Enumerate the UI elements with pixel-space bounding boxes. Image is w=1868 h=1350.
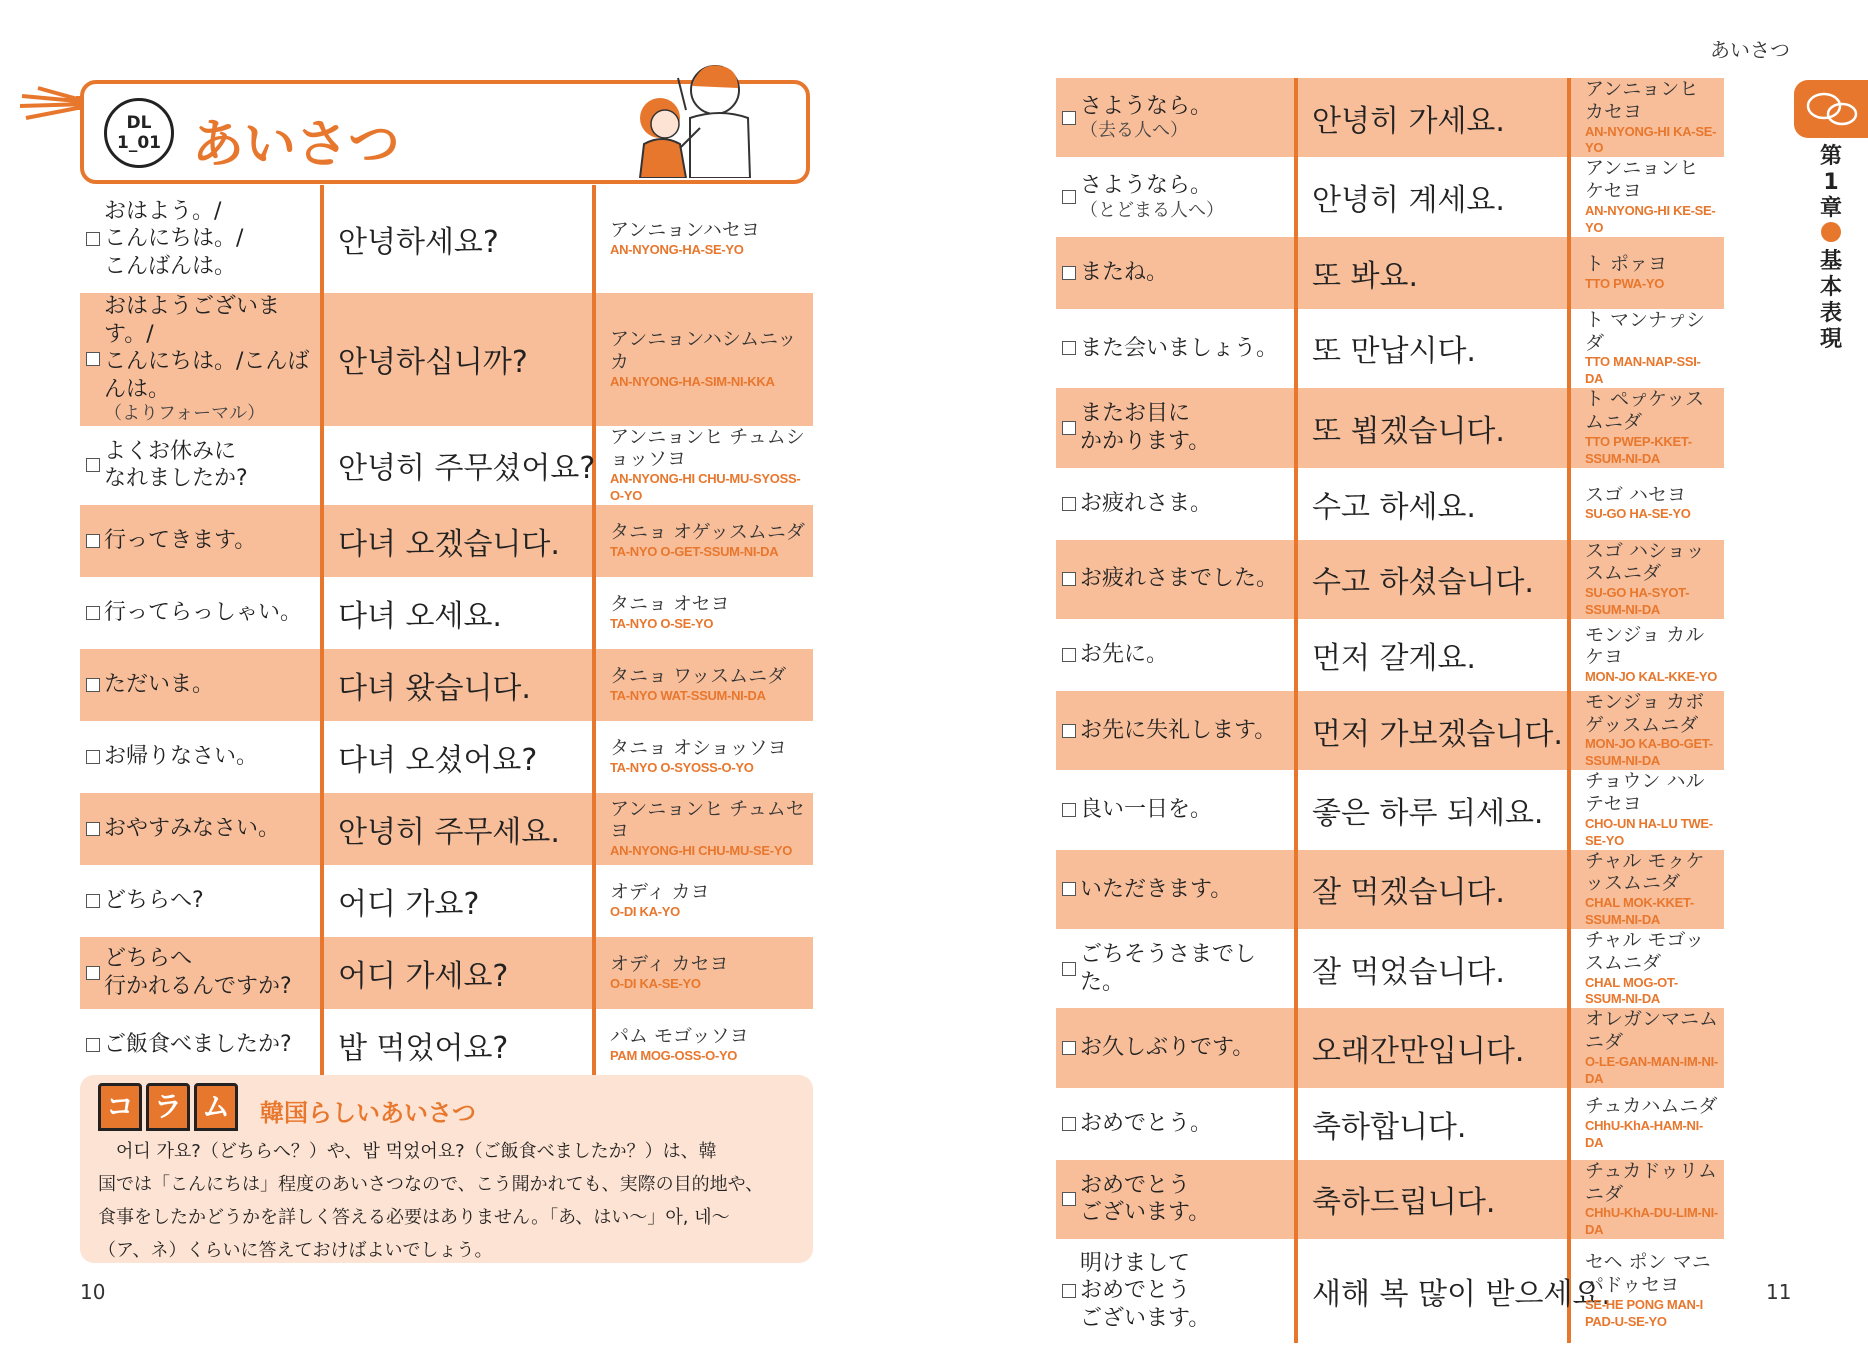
japanese-phrase-line: こんにちは。/	[104, 226, 244, 252]
japanese-phrase-line: おはよう。/	[104, 198, 222, 224]
checkbox[interactable]	[86, 822, 100, 836]
checkbox[interactable]	[1062, 190, 1076, 204]
table-row	[80, 793, 813, 865]
korean-phrase-cell: 다녀 오세요.	[322, 577, 594, 649]
checkbox[interactable]	[1062, 111, 1076, 125]
japanese-phrase-cell	[1056, 929, 1296, 1008]
checkbox[interactable]	[86, 352, 100, 366]
column-box	[80, 1075, 813, 1263]
japanese-phrase-cell	[1056, 237, 1296, 309]
table-row	[80, 505, 813, 577]
katakana-reading: モンジョ カボゲッスムニダ	[1585, 690, 1705, 736]
korean-phrase-cell: 새해 복 많이 받으세요.	[1296, 1239, 1569, 1343]
romanized-reading: MON-JO KA-BO-GET-SSUM-NI-DA	[1585, 736, 1713, 769]
japanese-phrase-line: おめでとう。	[1080, 1111, 1213, 1136]
table-row	[1056, 1088, 1724, 1160]
katakana-reading: チュカドゥリムニダ	[1585, 1159, 1717, 1205]
romanized-reading: SE-HE PONG MAN-I PAD-U-SE-YO	[1585, 1297, 1703, 1329]
checkbox[interactable]	[86, 678, 100, 692]
checkbox[interactable]	[86, 894, 100, 908]
japanese-phrase-line: おはようございます。/	[104, 294, 281, 347]
table-row	[80, 721, 813, 793]
checkbox[interactable]	[1062, 724, 1076, 738]
japanese-phrase-note: （去る人へ）	[1080, 120, 1188, 142]
reading-cell	[1569, 1088, 1724, 1160]
japanese-phrase-cell	[80, 577, 322, 649]
romanized-reading: CHAL MOG-OT-SSUM-NI-DA	[1585, 974, 1678, 1007]
korean-phrase-cell: 또 만납시다.	[1296, 309, 1569, 388]
reading-cell	[1569, 929, 1724, 1008]
romanized-reading: CHhU-KhA-DU-LIM-NI-DA	[1585, 1205, 1718, 1238]
greeting-people-illustration	[620, 58, 770, 178]
reading-cell	[594, 865, 813, 937]
korean-phrase-cell: 안녕히 주무셨어요?	[322, 426, 594, 505]
table-row	[1056, 468, 1724, 540]
korean-phrase-cell: 오래간만입니다.	[1296, 1008, 1569, 1087]
japanese-phrase-line: 明けまして	[1080, 1250, 1191, 1276]
speech-bubbles-icon	[1794, 80, 1868, 138]
japanese-phrase-cell	[80, 426, 322, 505]
running-head: あいさつ	[1710, 38, 1790, 62]
checkbox[interactable]	[86, 232, 100, 246]
katakana-reading: タニョ オショッソヨ	[610, 737, 787, 760]
japanese-phrase-line: お疲れさまでした。	[1080, 566, 1279, 592]
romanized-reading: TTO PWEP-KKET-SSUM-NI-DA	[1585, 433, 1692, 466]
romanized-reading: CHAL MOK-KKET-SSUM-NI-DA	[1585, 895, 1694, 928]
table-row	[1056, 1008, 1724, 1087]
japanese-phrase-line: 良い一日を。	[1080, 797, 1213, 823]
chapter-char: 現	[1819, 327, 1842, 352]
romanized-reading: MON-JO KAL-KKE-YO	[1585, 669, 1718, 685]
romanized-reading: TA-NYO WAT-SSUM-NI-DA	[610, 687, 766, 703]
table-row	[1056, 78, 1724, 157]
japanese-phrase-cell	[80, 505, 322, 577]
korean-phrase-cell: 밥 먹었어요?	[322, 1009, 594, 1081]
japanese-phrase-cell	[1056, 1008, 1296, 1087]
table-row	[80, 293, 813, 426]
japanese-phrase-line: またお目に	[1080, 401, 1191, 427]
katakana-reading: オレガンマニムニダ	[1585, 1008, 1719, 1054]
japanese-phrase-note: （よりフォーマル）	[104, 403, 266, 424]
japanese-phrase-line: おめでとう	[1080, 1278, 1191, 1304]
checkbox[interactable]	[86, 606, 100, 620]
korean-phrase-cell: 잘 먹겠습니다.	[1296, 850, 1569, 929]
page-number: 11	[1766, 1280, 1792, 1304]
checkbox[interactable]	[1062, 648, 1076, 662]
katakana-reading: アンニョンハシムニッカ	[610, 328, 797, 373]
korean-phrase-cell: 다녀 왔습니다.	[322, 649, 594, 721]
japanese-phrase-cell	[80, 865, 322, 937]
japanese-phrase-line: また会いましょう。	[1080, 335, 1279, 361]
japanese-phrase-line: どちらへ?	[104, 888, 204, 914]
korean-phrase-cell: 잘 먹었습니다.	[1296, 929, 1569, 1008]
table-row	[80, 426, 813, 505]
chapter-char: 本	[1819, 275, 1842, 300]
table-row	[1056, 309, 1724, 388]
katakana-reading: アンニョンヒ カセヨ	[1585, 78, 1699, 123]
japanese-phrase-cell	[1056, 388, 1296, 467]
japanese-phrase-cell	[1056, 619, 1296, 691]
romanized-reading: AN-NYONG-HI CHU-MU-SYOSS-O-YO	[610, 471, 801, 503]
katakana-reading: スゴ ハショッスムニダ	[1585, 539, 1705, 585]
romanized-reading: AN-NYONG-HA-SIM-NI-KKA	[610, 373, 775, 389]
checkbox[interactable]	[86, 458, 100, 472]
checkbox[interactable]	[1062, 572, 1076, 586]
japanese-phrase-cell	[80, 793, 322, 865]
korean-phrase-cell: 축하드립니다.	[1296, 1160, 1569, 1239]
romanized-reading: TTO MAN-NAP-SSI-DA	[1585, 354, 1701, 387]
japanese-phrase-line: 行ってきます。	[104, 528, 257, 554]
katakana-reading: タニョ オセヨ	[610, 593, 730, 616]
katakana-reading: チョウン ハル テセヨ	[1585, 770, 1705, 816]
romanized-reading: TA-NYO O-SYOSS-O-YO	[610, 759, 754, 775]
japanese-phrase-line: さようなら。	[1080, 93, 1213, 119]
page-title: あいさつ	[192, 115, 401, 175]
column-tab: ラ	[146, 1083, 190, 1131]
table-row	[1056, 388, 1724, 467]
reading-cell	[1569, 691, 1724, 770]
table-row	[1056, 1239, 1724, 1343]
dl-badge-top: DL	[126, 113, 152, 133]
column-title: 韓国らしいあいさつ	[260, 1099, 476, 1127]
reading-cell	[1569, 388, 1724, 467]
table-row	[80, 577, 813, 649]
katakana-reading: チャル モゴッスムニダ	[1585, 929, 1705, 974]
checkbox[interactable]	[1062, 1117, 1076, 1131]
korean-phrase-cell: 축하합니다.	[1296, 1088, 1569, 1160]
romanized-reading: PAM MOG-OSS-O-YO	[610, 1047, 738, 1063]
reading-cell	[1569, 850, 1724, 929]
japanese-phrase-note: （とどまる人へ）	[1080, 199, 1224, 221]
reading-cell	[1569, 619, 1724, 691]
phrase-table-right	[1056, 78, 1724, 1343]
reading-cell	[1569, 78, 1724, 157]
checkbox[interactable]	[1062, 266, 1076, 280]
column-line: 어디 가요?（どちらへ？）や、밥 먹었어요?（ご飯食べましたか？）は、韓	[98, 1141, 717, 1162]
japanese-phrase-line: こんにちは。/こんばんは。	[104, 349, 310, 402]
japanese-phrase-cell	[1056, 468, 1296, 540]
japanese-phrase-cell	[80, 293, 322, 426]
korean-phrase-cell: 안녕히 가세요.	[1296, 78, 1569, 157]
korean-phrase-cell: 먼저 갈게요.	[1296, 619, 1569, 691]
chapter-char: 章	[1819, 196, 1842, 221]
reading-cell	[594, 1009, 813, 1081]
japanese-phrase-line: ご飯食べましたか?	[104, 1032, 292, 1058]
checkbox[interactable]	[1062, 803, 1076, 817]
column-line: 国では「こんにちは」程度のあいさつなので、こう聞かれても、実際の目的地や、	[98, 1174, 764, 1195]
chapter-char: 表	[1819, 301, 1842, 326]
japanese-phrase-line: さようなら。	[1080, 173, 1213, 199]
japanese-phrase-cell	[80, 185, 322, 293]
chapter-label	[1816, 144, 1846, 353]
table-row	[1056, 157, 1724, 236]
japanese-phrase-line: お帰りなさい。	[104, 744, 259, 770]
reading-cell	[1569, 237, 1724, 309]
romanized-reading: SU-GO HA-SE-YO	[1585, 506, 1691, 522]
reading-cell	[1569, 1160, 1724, 1239]
table-row	[1056, 540, 1724, 619]
reading-cell	[1569, 540, 1724, 619]
japanese-phrase-cell	[1056, 691, 1296, 770]
japanese-phrase-line: お先に失礼します。	[1080, 717, 1277, 743]
checkbox[interactable]	[1062, 1041, 1076, 1055]
japanese-phrase-line: ございます。	[1080, 1305, 1211, 1331]
korean-phrase-cell: 먼저 가보겠습니다.	[1296, 691, 1569, 770]
japanese-phrase-cell	[80, 937, 322, 1009]
japanese-phrase-cell	[1056, 309, 1296, 388]
katakana-reading: チャル モㇰケッスムニダ	[1585, 849, 1705, 895]
japanese-phrase-line: ごちそうさまでした。	[1080, 942, 1257, 995]
reading-cell	[594, 293, 813, 426]
reading-cell	[594, 577, 813, 649]
checkbox[interactable]	[1062, 882, 1076, 896]
japanese-phrase-line: お疲れさま。	[1080, 490, 1213, 516]
katakana-reading: モンジョ カルケヨ	[1585, 623, 1705, 669]
korean-phrase-cell: 안녕하세요?	[322, 185, 594, 293]
checkbox[interactable]	[86, 750, 100, 764]
korean-phrase-cell: 안녕하십니까?	[322, 293, 594, 426]
katakana-reading: ト マンナㇷ゚シダ	[1585, 308, 1706, 354]
column-body	[98, 1135, 798, 1267]
japanese-phrase-line: 行かれるんですか?	[104, 973, 292, 999]
katakana-reading: チュカハムニダ	[1585, 1095, 1718, 1118]
table-row	[80, 937, 813, 1009]
japanese-phrase-line: 行ってらっしゃい。	[104, 600, 303, 626]
column-tab: コ	[98, 1083, 142, 1131]
romanized-reading: O-DI KA-YO	[610, 903, 680, 919]
romanized-reading: AN-NYONG-HI KA-SE-YO	[1585, 123, 1717, 156]
checkbox[interactable]	[1062, 1284, 1076, 1298]
korean-phrase-cell: 안녕히 주무세요.	[322, 793, 594, 865]
checkbox[interactable]	[86, 1038, 100, 1052]
japanese-phrase-cell	[1056, 1088, 1296, 1160]
japanese-phrase-cell	[1056, 1160, 1296, 1239]
checkbox[interactable]	[1062, 1192, 1076, 1206]
reading-cell	[1569, 309, 1724, 388]
reading-cell	[594, 185, 813, 293]
column-line: （ア、ネ）くらいに答えておけばよいでしょう。	[98, 1240, 493, 1261]
romanized-reading: TA-NYO O-GET-SSUM-NI-DA	[610, 543, 779, 559]
checkbox[interactable]	[1062, 497, 1076, 511]
romanized-reading: AN-NYONG-HI CHU-MU-SE-YO	[610, 843, 793, 859]
romanized-reading: AN-NYONG-HA-SE-YO	[610, 241, 744, 257]
korean-phrase-cell: 또 뵙겠습니다.	[1296, 388, 1569, 467]
dl-badge-bottom: 1_01	[117, 132, 161, 153]
japanese-phrase-line: おやすみなさい。	[104, 816, 281, 842]
reading-cell	[1569, 468, 1724, 540]
katakana-reading: タニョ オゲッスムニダ	[610, 521, 805, 544]
column-tabs	[98, 1083, 238, 1131]
katakana-reading: アンニョンヒ チュムショッソヨ	[610, 425, 805, 471]
chapter-dot	[1816, 222, 1846, 249]
romanized-reading: TA-NYO O-SE-YO	[610, 615, 714, 631]
table-row	[1056, 770, 1724, 849]
table-row	[1056, 1160, 1724, 1239]
reading-cell	[1569, 1008, 1724, 1087]
japanese-phrase-cell	[80, 649, 322, 721]
korean-phrase-cell: 어디 가세요?	[322, 937, 594, 1009]
chapter-tab	[1794, 80, 1868, 352]
romanized-reading: CHhU-KhA-HAM-NI-DA	[1585, 1118, 1703, 1151]
korean-phrase-cell: 수고 하세요.	[1296, 468, 1569, 540]
right-page	[934, 0, 1868, 1350]
japanese-phrase-cell	[80, 721, 322, 793]
reading-cell	[594, 426, 813, 505]
japanese-phrase-line: いただきます。	[1080, 876, 1233, 902]
table-row	[80, 185, 813, 293]
japanese-phrase-line: こんばんは。	[104, 253, 237, 279]
katakana-reading: ト ペㇷ゚ケッスムニダ	[1585, 388, 1705, 433]
japanese-phrase-cell	[1056, 157, 1296, 236]
reading-cell	[1569, 157, 1724, 236]
reading-cell	[594, 721, 813, 793]
reading-cell	[594, 937, 813, 1009]
checkbox[interactable]	[1062, 421, 1076, 435]
checkbox[interactable]	[1062, 341, 1076, 355]
page-number: 10	[80, 1280, 106, 1304]
chapter-char: 1	[1823, 170, 1839, 195]
japanese-phrase-line: お久しぶりです。	[1080, 1035, 1255, 1061]
reading-cell	[594, 505, 813, 577]
korean-phrase-cell: 어디 가요?	[322, 865, 594, 937]
table-row	[80, 1009, 813, 1081]
japanese-phrase-line: お先に。	[1080, 642, 1169, 668]
romanized-reading: CHO-UN HA-LU TWE-SE-YO	[1585, 815, 1713, 848]
japanese-phrase-cell	[1056, 78, 1296, 157]
katakana-reading: パム モゴッソヨ	[610, 1025, 749, 1048]
japanese-phrase-line: どちらへ	[104, 946, 193, 972]
chapter-char: 第	[1819, 144, 1842, 169]
japanese-phrase-cell	[80, 1009, 322, 1081]
katakana-reading: オディ カヨ	[610, 881, 710, 904]
table-row	[1056, 619, 1724, 691]
table-row	[1056, 850, 1724, 929]
romanized-reading: AN-NYONG-HI KE-SE-YO	[1585, 202, 1716, 235]
chapter-char: 基	[1819, 249, 1842, 274]
reading-cell	[594, 649, 813, 721]
romanized-reading: TTO PWA-YO	[1585, 275, 1665, 291]
column-line: 食事をしたかどうかを詳しく答える必要はありません。「あ、はい〜」아, 네〜	[98, 1207, 730, 1228]
romanized-reading: O-LE-GAN-MAN-IM-NI-DA	[1585, 1053, 1718, 1086]
katakana-reading: オディ カセヨ	[610, 953, 729, 976]
japanese-phrase-cell	[1056, 540, 1296, 619]
reading-cell	[594, 793, 813, 865]
katakana-reading: セヘ ポン マニ パドゥセヨ	[1585, 1251, 1711, 1297]
katakana-reading: ト ポァヨ	[1585, 252, 1668, 275]
romanized-reading: SU-GO HA-SYOT-SSUM-NI-DA	[1585, 585, 1690, 617]
korean-phrase-cell: 좋은 하루 되세요.	[1296, 770, 1569, 849]
column-tab: ム	[194, 1083, 238, 1131]
reading-cell	[1569, 1239, 1724, 1343]
japanese-phrase-line: かかります。	[1080, 428, 1211, 454]
phrase-table-left	[80, 185, 813, 1081]
table-row	[1056, 929, 1724, 1008]
japanese-phrase-line: またね。	[1080, 260, 1169, 285]
katakana-reading: タニョ ワッスムニダ	[610, 665, 787, 688]
table-row	[1056, 691, 1724, 770]
japanese-phrase-line: よくお休みに	[104, 438, 237, 464]
japanese-phrase-line: なれましたか?	[104, 466, 248, 492]
katakana-reading: アンニョンヒ ケセヨ	[1585, 157, 1699, 203]
japanese-phrase-line: おめでとう	[1080, 1172, 1191, 1198]
table-row	[80, 649, 813, 721]
checkbox[interactable]	[86, 966, 100, 980]
japanese-phrase-line: ございます。	[1080, 1200, 1211, 1226]
japanese-phrase-cell	[1056, 850, 1296, 929]
katakana-reading: アンニョンハセヨ	[610, 219, 760, 242]
checkbox[interactable]	[1062, 962, 1076, 976]
korean-phrase-cell: 다녀 오셨어요?	[322, 721, 594, 793]
korean-phrase-cell: 또 봐요.	[1296, 237, 1569, 309]
korean-phrase-cell: 안녕히 계세요.	[1296, 157, 1569, 236]
dl-badge[interactable]	[104, 98, 174, 168]
romanized-reading: O-DI KA-SE-YO	[610, 975, 701, 991]
japanese-phrase-line: ただいま。	[104, 672, 215, 698]
korean-phrase-cell: 수고 하셨습니다.	[1296, 540, 1569, 619]
katakana-reading: スゴ ハセヨ	[1585, 483, 1687, 506]
japanese-phrase-cell	[1056, 1239, 1296, 1343]
korean-phrase-cell: 다녀 오겠습니다.	[322, 505, 594, 577]
reading-cell	[1569, 770, 1724, 849]
katakana-reading: アンニョンヒ チュムセヨ	[610, 797, 805, 843]
table-row	[80, 865, 813, 937]
chapter-dot-icon	[1821, 222, 1841, 242]
tassel-icon	[18, 84, 88, 124]
checkbox[interactable]	[86, 534, 100, 548]
table-row	[1056, 237, 1724, 309]
japanese-phrase-cell	[1056, 770, 1296, 849]
